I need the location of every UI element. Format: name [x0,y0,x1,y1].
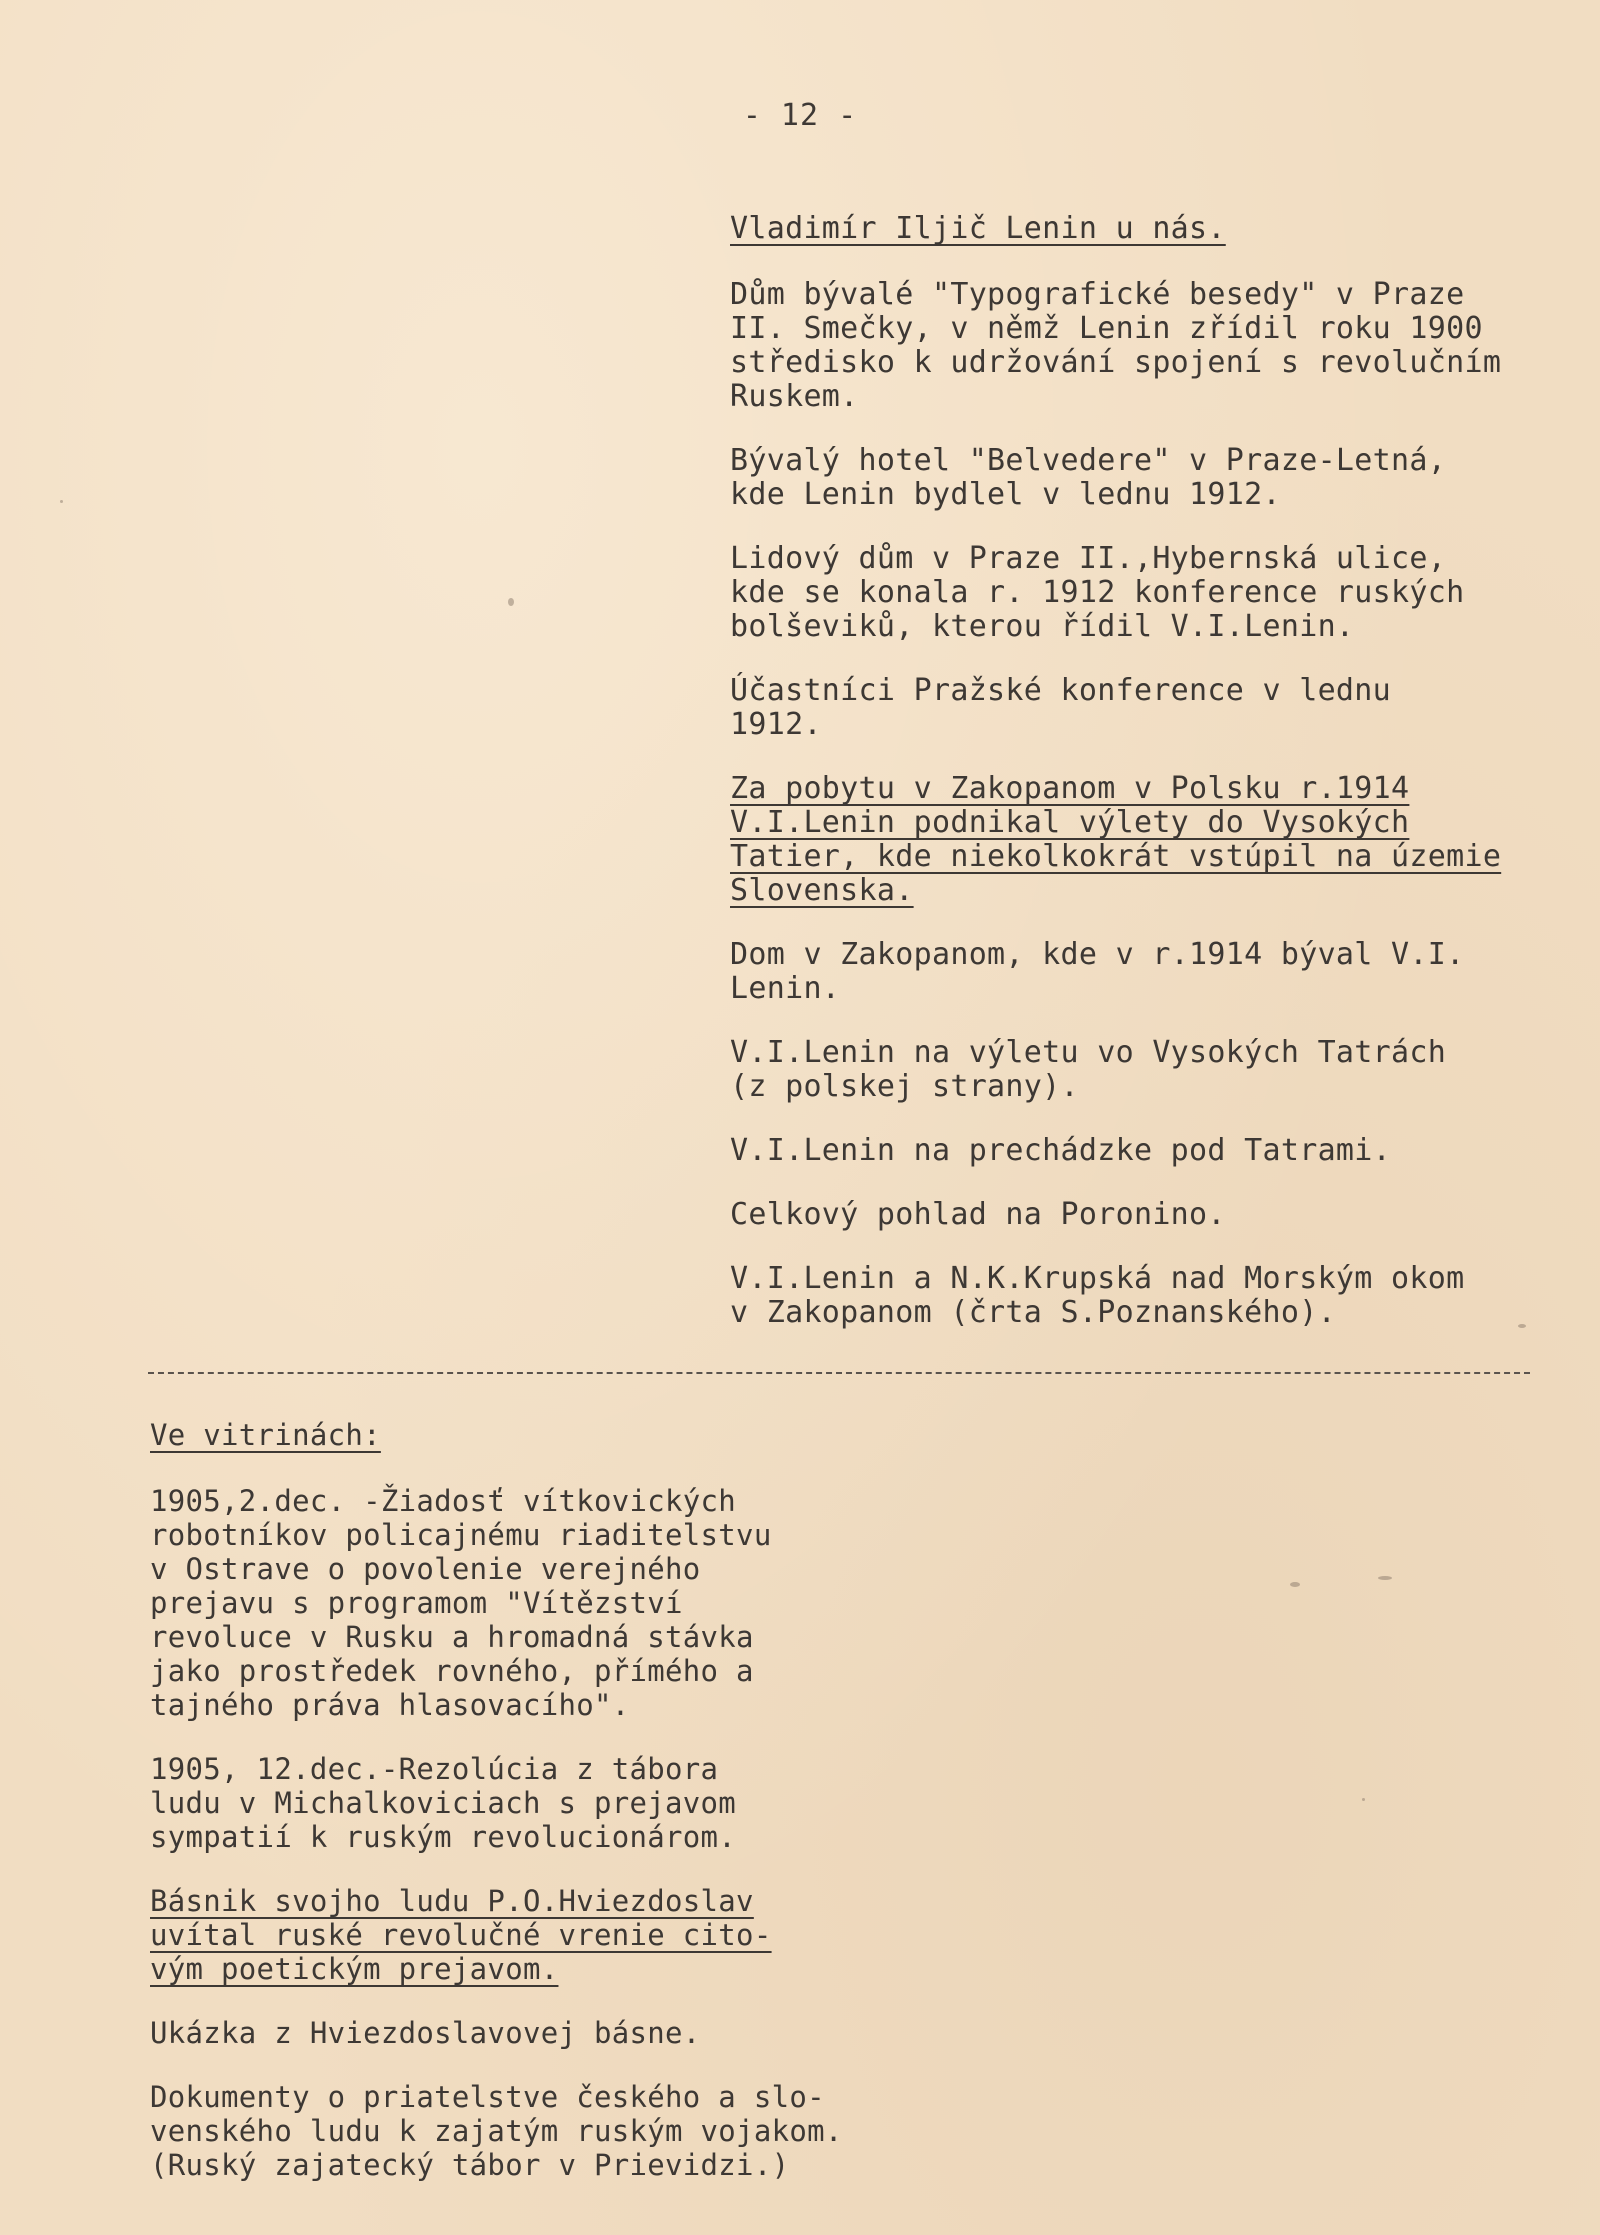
showcase-documents [150,1418,950,2212]
item-rezolucia-1905: 1905, 12.dec.-Rezolúcia z tábora ludu v Michalkoviciach s prejavom sympatií k ruským revolucionárom. [150,1752,737,1854]
section-heading: Vladimír Iljič Lenin u nás. [730,211,1226,246]
caption-typografie: Dům bývalé "Typografické besedy" v Praze II. Smečky, v němž Lenin zřídil roku 1900 středisko k udržování spojení s revolučním Ruskem. [730,277,1502,414]
paper-speck [1378,1576,1392,1580]
caption-vylet-tatry: V.I.Lenin na výletu vo Vysokých Tatrách (z polskej strany). [730,1035,1447,1104]
page-number: - 12 - [742,98,858,133]
caption-zakopane-stay: Za pobytu v Zakopanom v Polsku r.1914 V.I.Lenin podnikal výlety do Vysokých Tatier, kde niekolkokrát vstúpil na územie Slovenska. [730,771,1502,908]
item-ukazka: Ukázka z Hviezdoslavovej básne. [150,2016,701,2050]
section-heading: Ve vitrinách: [150,1418,381,1452]
paper-speck [1290,1582,1300,1587]
lenin-photo-captions [730,212,1590,1360]
paper-speck [1362,1798,1365,1801]
dashed-separator [148,1372,1530,1374]
caption-prechadzka: V.I.Lenin na prechádzke pod Tatrami. [730,1133,1392,1168]
caption-dom-zakopane: Dom v Zakopanom, kde v r.1914 býval V.I. Lenin. [730,937,1465,1006]
item-hviezdoslav: Básnik svojho ludu P.O.Hviezdoslav uvítal ruské revolučné vrenie cito- vým poetickým prejavom. [150,1884,772,1986]
caption-ucastnici: Účastníci Pražské konference v lednu 1912. [730,673,1392,742]
caption-belvedere: Bývalý hotel "Belvedere" v Praze-Letná, kde Lenin bydlel v lednu 1912. [730,443,1447,512]
item-ziadost-1905: 1905,2.dec. -Žiadosť vítkovických robotníkov policajnému riaditelstvu v Ostrave o povolenie verejného prejavu s programom "Vítězství revoluce v Rusku a hromadná stávka jako prostředek rovného, přímého a tajného práva hlasovacího". [150,1484,772,1722]
caption-lidovy-dum: Lidový dům v Praze II.,Hybernská ulice, kde se konala r. 1912 konference ruských bolševiků, kterou řídil V.I.Lenin. [730,541,1465,644]
paper-speck [60,500,63,503]
item-dokumenty: Dokumenty o priatelstve českého a slo- venského ludu k zajatým ruským vojakom. (Ruský zajatecký tábor v Prievidzi.) [150,2080,843,2182]
paper-speck [508,598,514,606]
caption-morske-oko: V.I.Lenin a N.K.Krupská nad Morským okom v Zakopanom (črta S.Poznanského). [730,1261,1465,1330]
caption-poronino: Celkový pohlad na Poronino. [730,1197,1226,1232]
